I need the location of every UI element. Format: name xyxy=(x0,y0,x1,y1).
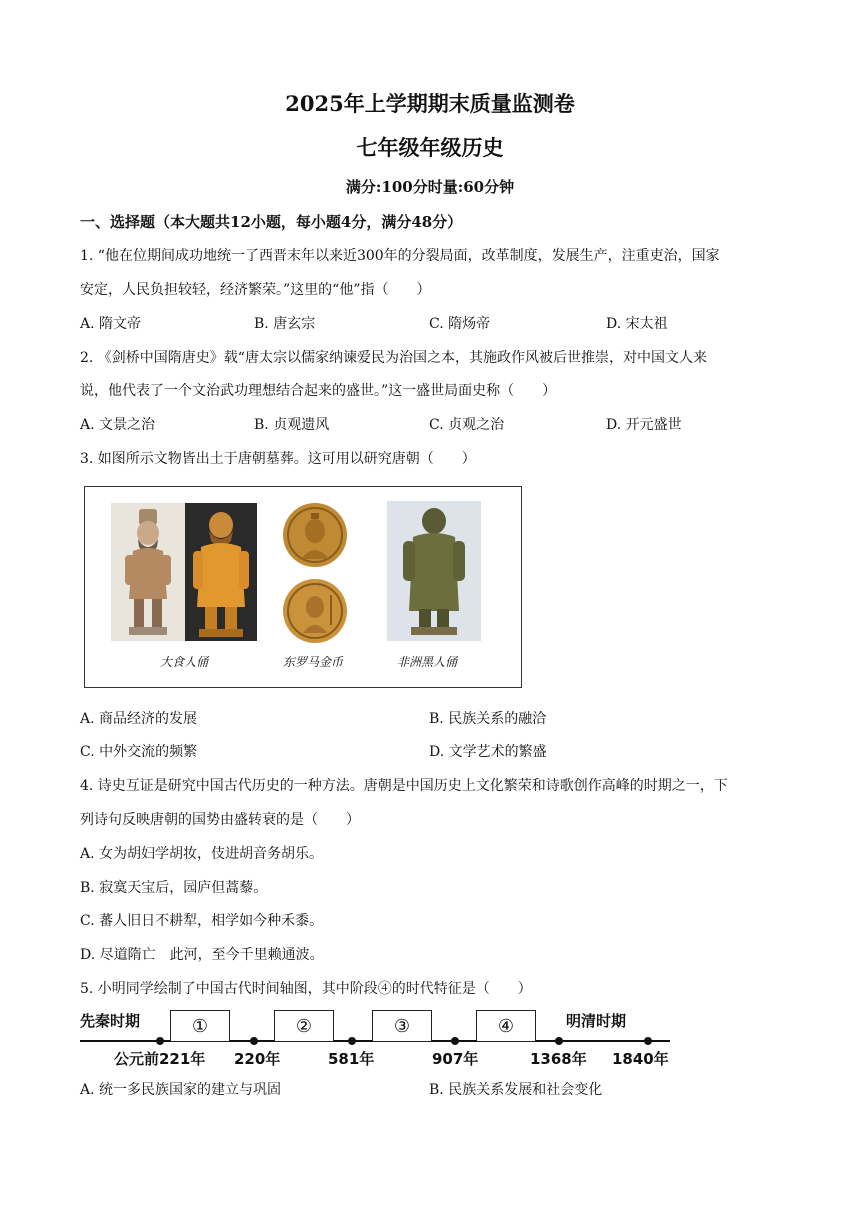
q4-option-d: D. 尽道隋亡 此河，至今千里赖通波。 xyxy=(80,947,324,963)
q4-line2: 列诗句反映唐朝的国势由盛转衰的是（ ） xyxy=(80,812,360,828)
timeline-date-4: 907年 xyxy=(432,1050,479,1068)
timeline-stage-1: ① xyxy=(170,1010,230,1042)
caption-african-figurine: 非洲黑人俑 xyxy=(397,655,458,669)
q1-option-a: A. 隋文帝 xyxy=(80,316,142,332)
q5-option-a: A. 统一多民族国家的建立与巩固 xyxy=(80,1082,282,1098)
q3-option-d: D. 文学艺术的繁盛 xyxy=(429,744,547,760)
timeline-start-label: 先秦时期 xyxy=(80,1012,141,1030)
exam-title: 2025年上学期期末质量监测卷 xyxy=(285,91,575,116)
timeline-date-5: 1368年 xyxy=(530,1050,587,1068)
q3-option-c: C. 中外交流的频繁 xyxy=(80,744,198,760)
q5-option-b: B. 民族关系发展和社会变化 xyxy=(429,1082,603,1098)
timeline-date-6: 1840年 xyxy=(612,1050,669,1068)
q1-line1: 1. “他在位期间成功地统一了西晋末年以来近300年的分裂局面，改革制度，发展生产，注重吏治，国家 xyxy=(80,248,720,264)
caption-arab-figurine: 大食人俑 xyxy=(160,655,209,669)
timeline-date-3: 581年 xyxy=(328,1050,375,1068)
timeline-stage-3: ③ xyxy=(372,1010,432,1042)
timeline-dot-4 xyxy=(451,1037,459,1045)
timeline-dot-2 xyxy=(250,1037,258,1045)
timeline-date-2: 220年 xyxy=(234,1050,281,1068)
q2-option-a: A. 文景之治 xyxy=(80,417,156,433)
q2-option-d: D. 开元盛世 xyxy=(606,417,682,433)
score-time: 满分:100分时量:60分钟 xyxy=(345,178,515,196)
caption-byzantine-coin: 东罗马金币 xyxy=(283,655,344,669)
timeline-dot-1 xyxy=(156,1037,164,1045)
artifact-figure xyxy=(84,486,522,688)
q3-option-b: B. 民族关系的融洽 xyxy=(429,711,547,727)
q4-option-a: A. 女为胡妇学胡妆，伎进胡音务胡乐。 xyxy=(80,846,324,862)
q1-option-c: C. 隋炀帝 xyxy=(429,316,491,332)
q2-line2: 说，他代表了一个文治武功理想结合起来的盛世。”这一盛世局面史称（ ） xyxy=(80,383,557,399)
q1-option-d: D. 宋太祖 xyxy=(606,316,668,332)
timeline-date-1: 公元前221年 xyxy=(114,1050,206,1068)
african-figurine-photo xyxy=(387,501,481,641)
q3-option-a: A. 商品经济的发展 xyxy=(80,711,198,727)
q5-line1: 5. 小明同学绘制了中国古代时间轴图，其中阶段④的时代特征是（ ） xyxy=(80,981,532,997)
q2-option-b: B. 贞观遗风 xyxy=(254,417,330,433)
q4-option-b: B. 寂寞天宝后，园庐但蒿藜。 xyxy=(80,880,268,896)
byzantine-coin-back xyxy=(281,577,349,645)
timeline-dot-3 xyxy=(348,1037,356,1045)
arab-figurine-photo-1 xyxy=(111,503,185,641)
arab-figurine-photo-2 xyxy=(185,503,257,641)
timeline-dot-6 xyxy=(644,1037,652,1045)
exam-subtitle: 七年级年级历史 xyxy=(356,135,504,160)
q1-line2: 安定，人民负担较轻，经济繁荣。”这里的“他”指（ ） xyxy=(80,282,431,298)
q2-option-c: C. 贞观之治 xyxy=(429,417,505,433)
timeline-end-label: 明清时期 xyxy=(566,1012,627,1030)
q4-line1: 4. 诗史互证是研究中国古代历史的一种方法。唐朝是中国历史上文化繁荣和诗歌创作高峰的时期之一，下 xyxy=(80,778,728,794)
q1-option-b: B. 唐玄宗 xyxy=(254,316,316,332)
timeline-stage-2: ② xyxy=(274,1010,334,1042)
byzantine-coin-front xyxy=(281,501,349,569)
timeline-stage-4: ④ xyxy=(476,1010,536,1042)
q3-line1: 3. 如图所示文物皆出土于唐朝墓葬。这可用以研究唐朝（ ） xyxy=(80,451,476,467)
q4-option-c: C. 蕃人旧日不耕犁，相学如今种禾黍。 xyxy=(80,913,324,929)
q2-line1: 2. 《剑桥中国隋唐史》载“唐太宗以儒家纳谏爱民为治国之本，其施政作风被后世推崇，对中国文人来 xyxy=(80,350,707,366)
timeline-dot-5 xyxy=(555,1037,563,1045)
section-heading: 一、选择题（本大题共12小题，每小题4分，满分48分） xyxy=(80,213,463,231)
